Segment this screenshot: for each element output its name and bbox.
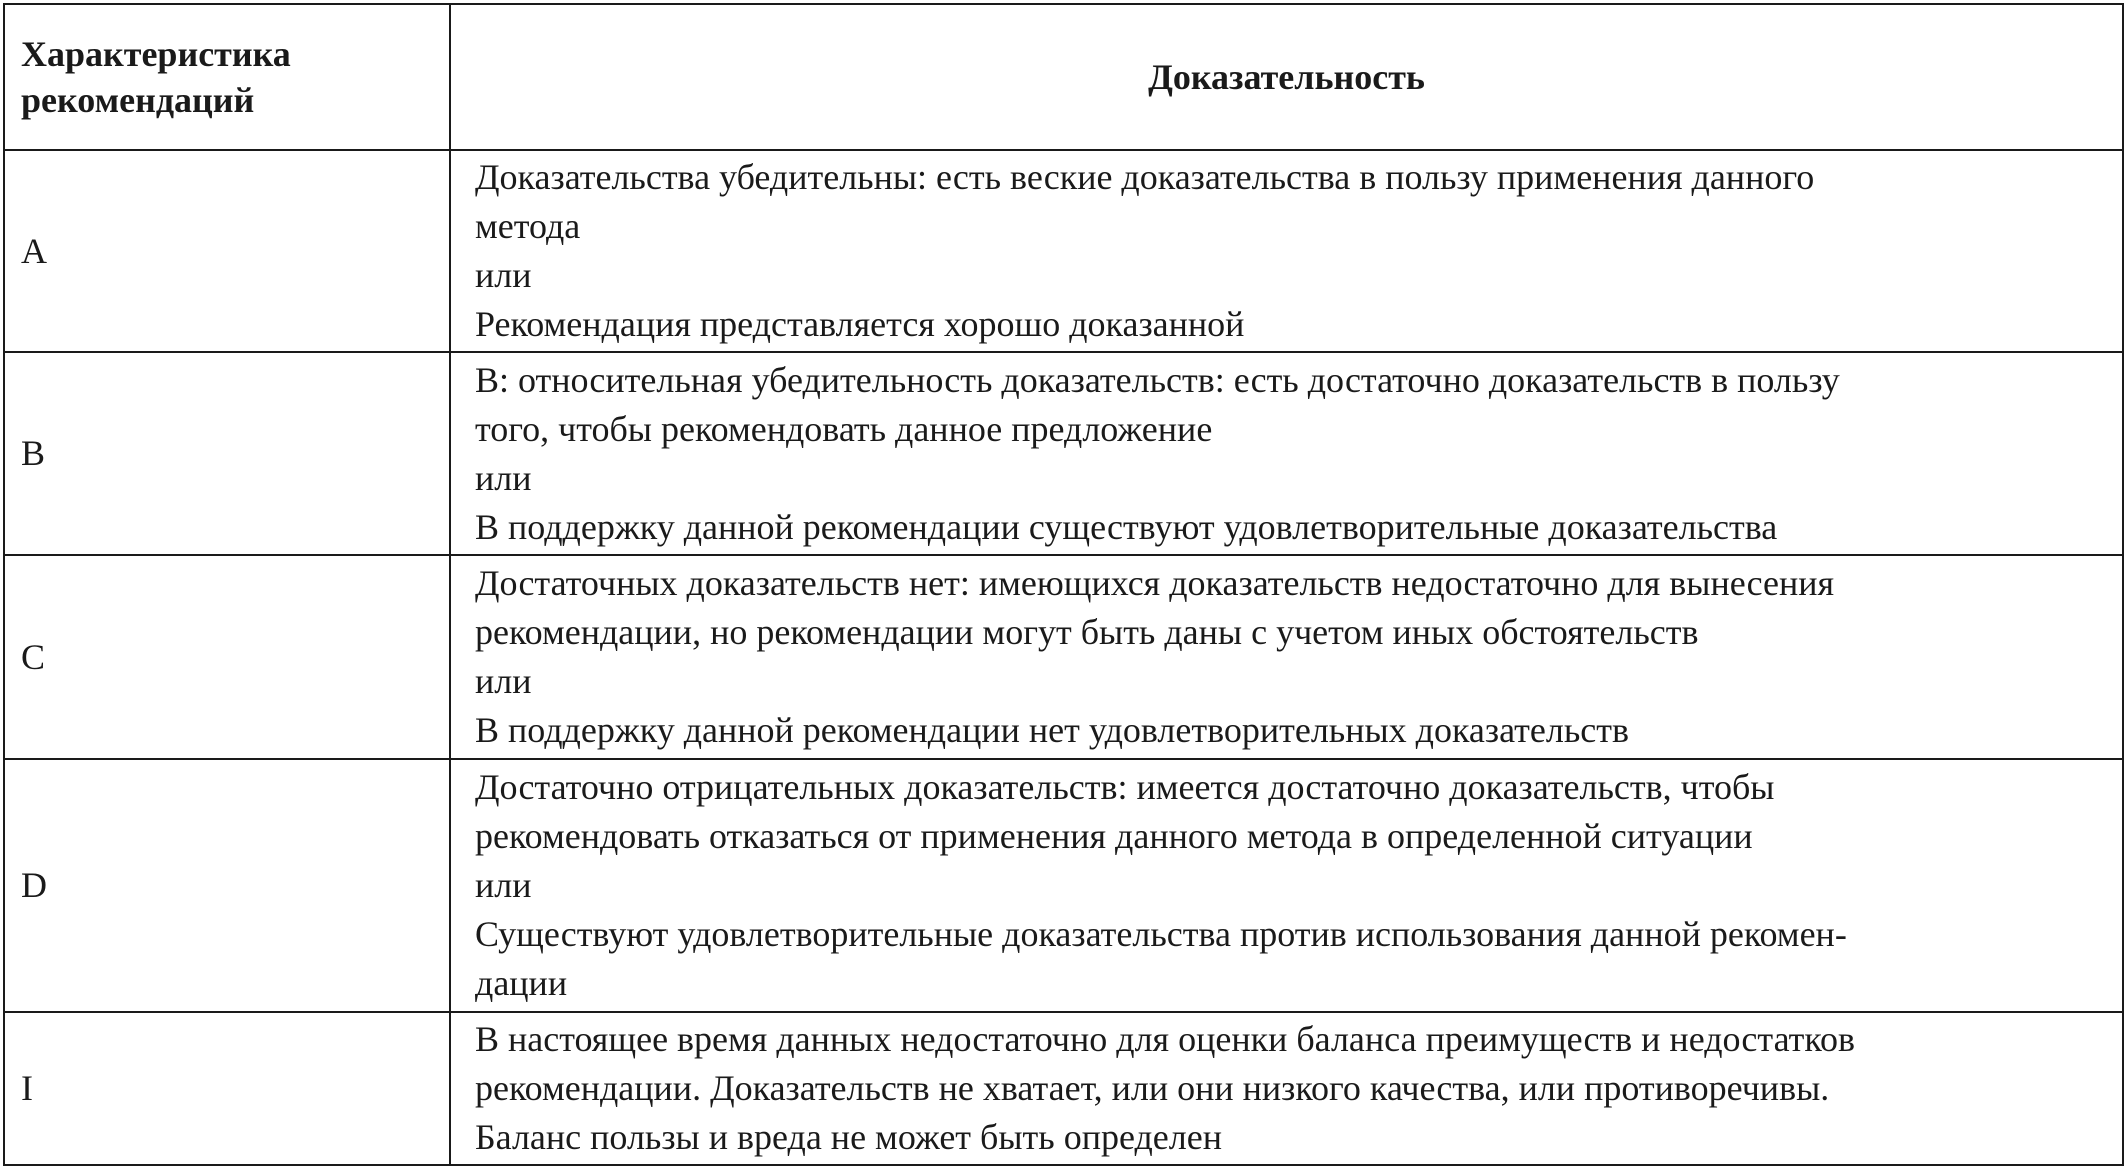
evidence-line: Доказательства убедительны: есть веские доказательства в пользу применения данного [475, 157, 1815, 197]
table-row-grade-i [4, 1012, 2123, 1165]
header-col1-line: рекомендаций [21, 80, 255, 120]
evidence-line: или [475, 255, 532, 295]
table-row-grade-b [4, 352, 2123, 555]
evidence-line: рекомендовать отказаться от применения данного метода в определенной ситуации [475, 816, 1753, 856]
grade-cell: B [4, 352, 450, 555]
evidence-line: или [475, 661, 532, 701]
evidence-cell [450, 1012, 2123, 1165]
evidence-line: Достаточно отрицательных доказательств: имеется достаточно доказательств, чтобы [475, 767, 1775, 807]
evidence-line: метода [475, 206, 581, 246]
evidence-line: Баланс пользы и вреда не может быть определен [475, 1117, 1222, 1157]
evidence-line: Достаточных доказательств нет: имеющихся доказательств недостаточно для вынесения [475, 563, 1835, 603]
table-row-grade-c [4, 555, 2123, 759]
table-row-grade-a [4, 150, 2123, 352]
evidence-line: дации [475, 963, 568, 1003]
evidence-line: В: относительная убедительность доказательств: есть достаточно доказательств в пользу [475, 359, 1840, 400]
recommendation-grades-table-container [3, 3, 2124, 1166]
header-evidence: Доказательность [450, 4, 2123, 150]
grade-cell: C [4, 555, 450, 759]
evidence-cell [450, 555, 2123, 759]
table-header-row [4, 4, 2123, 150]
table-row-grade-d [4, 759, 2123, 1012]
evidence-line: или [475, 457, 532, 498]
grade-cell: A [4, 150, 450, 352]
grade-cell: D [4, 759, 450, 1012]
evidence-line: рекомендации, но рекомендации могут быть даны с учетом иных обстоятельств [475, 612, 1699, 652]
evidence-line: Рекомендация представляется хорошо доказанной [475, 304, 1245, 344]
grade-cell: I [4, 1012, 450, 1165]
evidence-cell [450, 352, 2123, 555]
evidence-cell [450, 759, 2123, 1012]
header-col1-line: Характеристика [21, 34, 291, 74]
evidence-line: того, чтобы рекомендовать данное предложение [475, 408, 1213, 449]
evidence-line: В поддержку данной рекомендации существуют удовлетворительные доказательства [475, 506, 1778, 547]
evidence-cell [450, 150, 2123, 352]
evidence-line: В поддержку данной рекомендации нет удовлетворительных доказательств [475, 710, 1629, 750]
header-recommendation-characteristic [4, 4, 450, 150]
evidence-line: или [475, 865, 532, 905]
evidence-line: В настоящее время данных недостаточно для оценки баланса преимуществ и недостатков [475, 1019, 1856, 1059]
evidence-line: рекомендации. Доказательств не хватает, или они низкого качества, или противоречивы. [475, 1068, 1830, 1108]
recommendation-grades-table [3, 3, 2124, 1166]
evidence-line: Существуют удовлетворительные доказательства против использования данной рекомен- [475, 914, 1847, 954]
